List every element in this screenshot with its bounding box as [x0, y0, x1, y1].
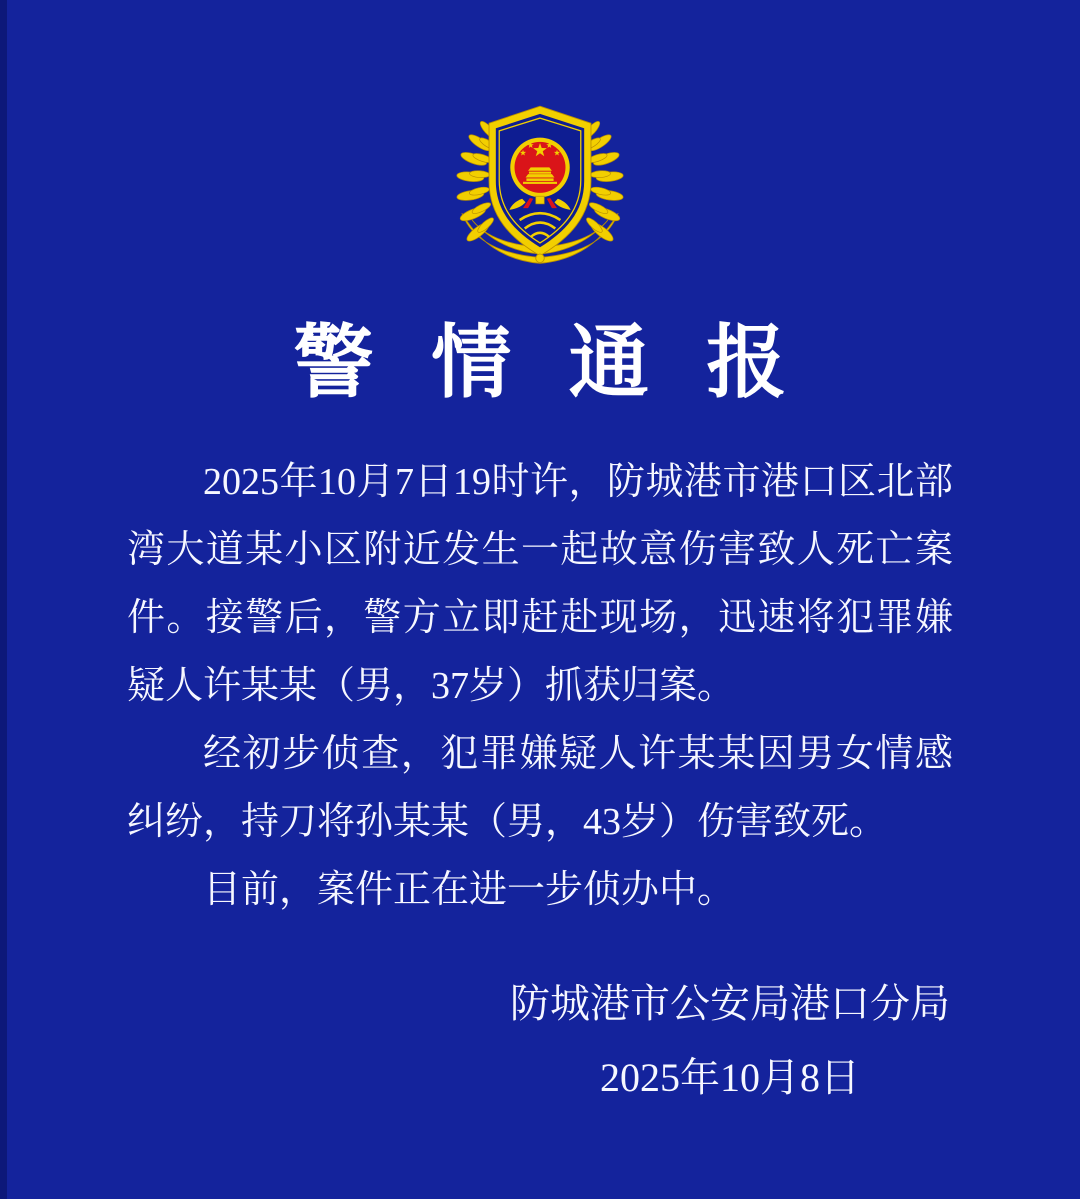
- issuing-authority: 防城港市公安局港口分局: [510, 981, 950, 1026]
- notice-body: [127, 448, 953, 924]
- notice-paragraph-2: 经初步侦查，犯罪嫌疑人许某某因男女情感纠纷，持刀将孙某某（男，43岁）伤害致死。: [127, 733, 953, 843]
- left-edge-shade: [0, 0, 7, 1199]
- issue-date: 2025年10月8日: [600, 1055, 860, 1100]
- china-police-badge-icon: [455, 96, 625, 271]
- notice-paragraph-3: 目前，案件正在进一步侦办中。: [203, 869, 736, 911]
- signature-block: [510, 980, 950, 1102]
- notice-title: 警情通报: [293, 320, 844, 408]
- notice-paragraph-1: 2025年10月7日19时许，防城港市港口区北部湾大道某小区附近发生一起故意伤害致人死亡案件。接警后，警方立即赶赴现场，迅速将犯罪嫌疑人许某某（男，37岁）抓获归案。: [127, 461, 953, 707]
